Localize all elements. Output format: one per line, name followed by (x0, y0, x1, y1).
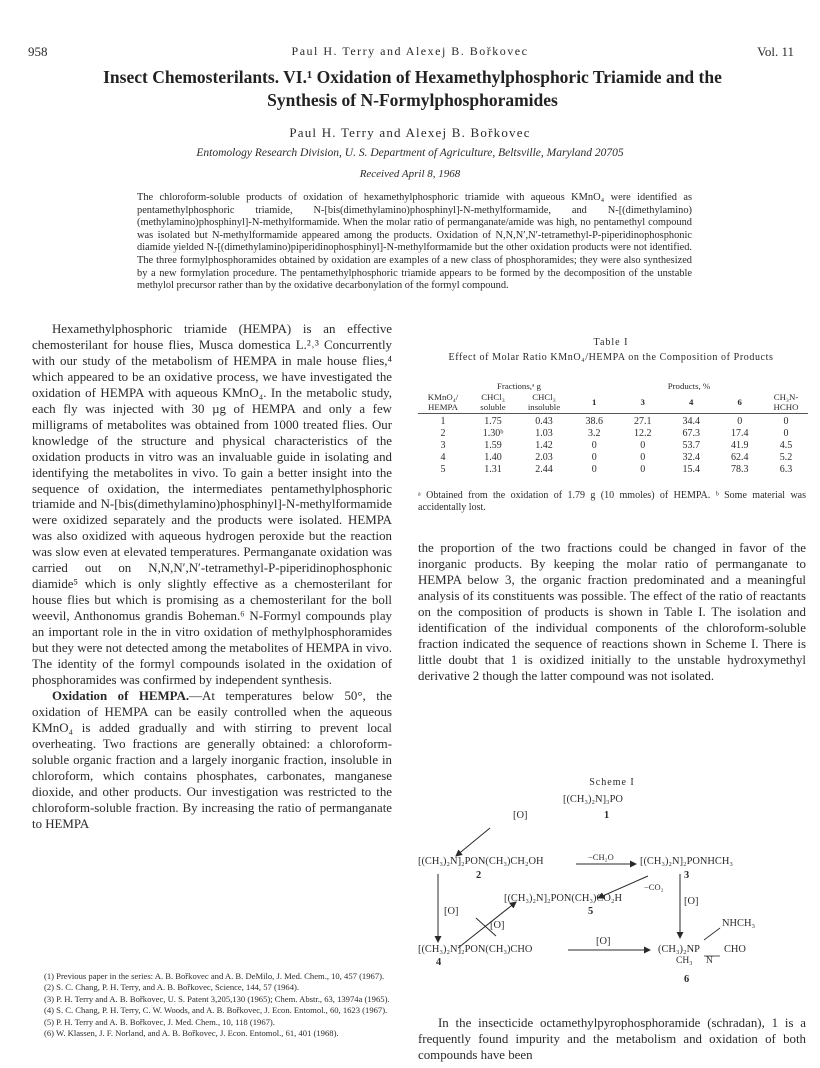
right-paragraph-text: the proportion of the two fractions could be changed in favor of the inorganic products. By keeping the molar ratio of permanganate to HEMPA below 3, the organic fraction predominated and a meaningful analysis of its constituents was possible. The effect of the ratio of reactants on the composition of products is shown in Table I. The isolation and identification of the individual components of the chloroform-soluble fraction indicated the sequence of reactions shown in Scheme I. There is little doubt that 1 is oxidized initially to the unstable hydroxymethyl derivative 2 though the latter compound was not isolated. (418, 541, 806, 683)
table-row (418, 464, 808, 476)
oxidation-label: [O] (513, 810, 528, 821)
table-cell: 78.3 (731, 463, 749, 475)
compound-5: [(CH₃)₂N]₂PON(CH₃)CO₂H (504, 893, 622, 904)
table-cell: 0 (783, 427, 789, 439)
table-footnotes: ᵃ Obtained from the oxidation of 1.79 g (10 mmoles) of HEMPA. ᵇ Some material was accidentally lost. (418, 490, 806, 513)
references (32, 971, 394, 1039)
table-col-6: 6 (737, 396, 742, 407)
compound-2: [(CH₃)₂N]₂PON(CH₃)CH₂OH (418, 856, 544, 867)
compound-4: [(CH₃)₂N]₂PON(CH₃)CHO (418, 944, 533, 955)
table-cell: 67.3 (682, 427, 700, 439)
compound-6-nhch3: NHCH₃ (722, 918, 756, 929)
reference-item: (3) P. H. Terry and A. B. Bořkovec, U. S. Patent 3,205,130 (1965); Chem. Abstr., 63, 13974a (1965). (44, 993, 390, 1004)
table-cell: 0 (737, 415, 743, 427)
table-cell: 41.9 (731, 439, 749, 451)
table-cell: 1 (440, 415, 446, 427)
table-cell: 1.03 (535, 427, 553, 439)
table-cell: 1.59 (484, 439, 502, 451)
compound-4-number: 4 (436, 957, 442, 968)
compound-6-number: 6 (684, 974, 690, 985)
table-row (418, 413, 808, 428)
right-bottom-paragraph (418, 1016, 806, 1064)
table-cell: 1.31 (484, 463, 502, 475)
reference-item: (2) S. C. Chang, P. H. Terry, and A. B. Bořkovec, Science, 144, 57 (1964). (44, 982, 300, 993)
table-cell: 38.6 (585, 415, 603, 427)
section-heading: Oxidation of HEMPA. (52, 688, 190, 703)
table-label: Table I (593, 337, 629, 348)
compound-1: [(CH₃)₂N]₃PO (563, 794, 623, 805)
table-cell: 0.43 (535, 415, 553, 427)
affiliation: Entomology Research Division, U. S. Department of Agriculture, Beltsville, Maryland 20705 (196, 147, 624, 159)
table-cell: 4 (440, 451, 446, 463)
table-cell: 0 (591, 463, 597, 475)
table-col-1: 1 (592, 396, 597, 407)
table-cell: 53.7 (682, 439, 700, 451)
left-column (32, 322, 392, 833)
volume-number: Vol. 11 (757, 44, 794, 59)
compound-6-core: (CH₃)₂NP (658, 944, 700, 955)
abstract: The chloroform-soluble products of oxidation of hexamethylphosphoric triamide with aqueous KMnO₄ were identified as pentamethylphosphoric triamide, N-[bis(dimethylamino)phosphinyl]-N-methylformamide, and N-[(dimethylamino)(methylamino)phosphinyl]-N-methylformamide. When the molar ratio of permanganate/amide was high, no pentamethyl compound was isolated but N-methylformamide appeared among the products. Oxidation of N,N,N′,N′-tetramethyl-P-piperidinophosphonic diamide yielded N-[(dimethylamino)piperidinophosphinyl]-N-methylformamide but the other oxidation products were not identified. The three formylphosphoramides obtained by oxidation are examples of a new class of phosphoramides; they were also synthesized by a new formylation procedure. The pentamethylphosphoric triamide appears to be formed by the decomposition of the unstable methylol precursor rather than by the oxidative decarbonylation of the formyl compound. (137, 192, 692, 292)
table-caption: Effect of Molar Ratio KMnO₄/HEMPA on the Composition of Products (448, 352, 774, 363)
minus-ch2o-label: −CH₂O (588, 852, 614, 862)
table-cell: 1.30ᵇ (482, 427, 504, 439)
table-cell: 12.2 (634, 427, 652, 439)
scheme-1 (418, 790, 813, 968)
compound-6-ch3: CH₃ (676, 956, 693, 966)
received-date: Received April 8, 1968 (359, 168, 461, 180)
oxidation-label: [O] (596, 936, 611, 947)
compound-1-number: 1 (604, 810, 610, 821)
table-cell: 2 (440, 427, 446, 439)
section-text: —At temperatures below 50°, the oxidation of HEMPA can be easily controlled when the aqueous KMnO₄ is added gradually and with stirring to prevent local overheating. Two fractions are generally obtained: a chloroform-soluble organic fraction and a largely inorganic fraction, insoluble in chloroform, which contains phosphates, carbonates, manganese dioxide, and other products. Our investigation was restricted to the chloroform-soluble fraction. By increasing the ratio of permanganate to HEMPA (32, 688, 392, 831)
table-cell: 4.5 (779, 439, 793, 451)
table-cell: 0 (640, 463, 646, 475)
table-cell: 6.3 (779, 463, 793, 475)
scheme-label: Scheme I (589, 777, 635, 788)
intro-paragraph: Hexamethylphosphoric triamide (HEMPA) is an effective chemosterilant for house flies, Musca domestica L.²˒³ Concurrently with our study of the metabolism of HEMPA in male house flies,⁴ which appeared to be an oxidative process, we have investigated the oxidation of HEMPA with aqueous KMnO₄. In the metabolic study, each fly was injected with 30 µg of HEMPA and only a few milligrams of metabolites was obtained from 1000 treated flies. Our knowledge of the structure and physical characteristics of the oxidation products in vitro was an invaluable guide in isolating and identifying the metabolites in vivo. To gain a better insight into the sequence of oxidation, the intermediates pentamethylphosphoric triamide and N-[bis(dimethylamino)phosphinyl]-N-methylformamide were oxidized separately and the products were isolated. HEMPA was also oxidized with aqueous hydrogen peroxide but the reaction was slow even at elevated temperatures. Permanganate oxidation was carried out on N,N,N′,N′-tetramethyl-P-piperidinophosphonic diamide⁵ which is only slightly effective as a chemosterilant for house flies but which is promising as a chemosterilant for the boll weevil, Anthonomus grandis Boheman.⁶ N-Formyl compounds play an important role in the in vitro oxidation of methylphosphoramides but they were not detected among the metabolites of HEMPA in vivo. The identity of the formyl compounds isolated in the oxidation of phosphoramides was confirmed by independent synthesis. (32, 322, 392, 687)
compound-6-n: N (706, 956, 713, 966)
minus-co2-label: −CO₂ (644, 882, 664, 892)
reference-item: (4) S. C. Chang, P. H. Terry, C. W. Woods, and A. B. Bořkovec, J. Econ. Entomol., 60, 1623 (1967). (44, 1005, 388, 1016)
table-cell: 3 (440, 439, 446, 451)
reference-item: (1) Previous paper in the series: A. B. Bořkovec and A. B. DeMilo, J. Med. Chem., 10, 457 (1967). (44, 971, 385, 981)
table-row (418, 440, 808, 452)
table-cell: 0 (640, 439, 646, 451)
table-cell: 1.42 (535, 439, 553, 451)
table-1 (418, 381, 808, 476)
reference-item: (5) P. H. Terry and A. B. Bořkovec, J. Med. Chem., 10, 118 (1967). (44, 1016, 275, 1027)
compound-2-number: 2 (476, 870, 482, 881)
table-cell: 2.44 (535, 463, 553, 475)
table-col-insoluble: CHCl₃ insoluble (527, 391, 561, 412)
right-bottom-text: In the insecticide octamethylpyrophosphoramide (schradan), 1 is a frequently found impurity and the metabolism and oxidation of both compounds have been (418, 1016, 806, 1062)
table-cell: 17.4 (731, 427, 749, 439)
right-column-paragraph (418, 541, 806, 685)
article-authors: Paul H. Terry and Alexej B. Bořkovec (289, 125, 531, 140)
oxidation-label: [O] (490, 920, 505, 931)
table-cell: 0 (640, 451, 646, 463)
compound-5-number: 5 (588, 906, 594, 917)
table-header-fractions: Fractions,ᵃ g (497, 381, 541, 391)
table-col-4: 4 (689, 396, 694, 407)
table-cell: 34.4 (682, 415, 700, 427)
table-cell: 27.1 (634, 415, 652, 427)
table-cell: 2.03 (535, 451, 553, 463)
table-cell: 0 (783, 415, 789, 427)
oxidation-label: [O] (444, 906, 459, 917)
table-col-last: CH₃N-HCHO (773, 391, 799, 412)
table-cell: 32.4 (682, 451, 700, 463)
running-header-authors: Paul H. Terry and Alexej B. Bořkovec (291, 44, 529, 58)
table-cell: 0 (591, 451, 597, 463)
table-cell: 5.2 (779, 451, 793, 463)
table-cell: 0 (591, 439, 597, 451)
compound-3: [(CH₃)₂N]₂PONHCH₃ (640, 856, 733, 867)
table-cell: 1.40 (484, 451, 502, 463)
table-cell: 1.75 (484, 415, 502, 427)
compound-6-cho: CHO (724, 944, 746, 955)
table-cell: 3.2 (588, 427, 601, 439)
table-row (418, 452, 808, 464)
table-col-3: 3 (640, 396, 645, 407)
table-col-ratio: KMnO₄/ HEMPA (427, 391, 459, 412)
table-cell: 15.4 (682, 463, 700, 475)
table-row (418, 428, 808, 440)
article-title: Insect Chemosterilants. VI.¹ Oxidation of Hexamethylphosphoric Triamide and the Synthesis of N-Formylphosphoramides (103, 67, 722, 110)
table-header-products: Products, % (667, 381, 711, 391)
table-col-soluble: CHCl₃ soluble (480, 391, 506, 412)
page-number: 958 (28, 44, 48, 59)
section-paragraph (32, 689, 392, 833)
compound-3-number: 3 (684, 870, 690, 881)
reference-item: (6) W. Klassen, J. F. Norland, and A. B. Bořkovec, J. Econ. Entomol., 61, 401 (1968). (44, 1028, 339, 1039)
oxidation-label: [O] (684, 896, 699, 907)
table-cell: 62.4 (731, 451, 749, 463)
table-cell: 5 (440, 463, 446, 475)
